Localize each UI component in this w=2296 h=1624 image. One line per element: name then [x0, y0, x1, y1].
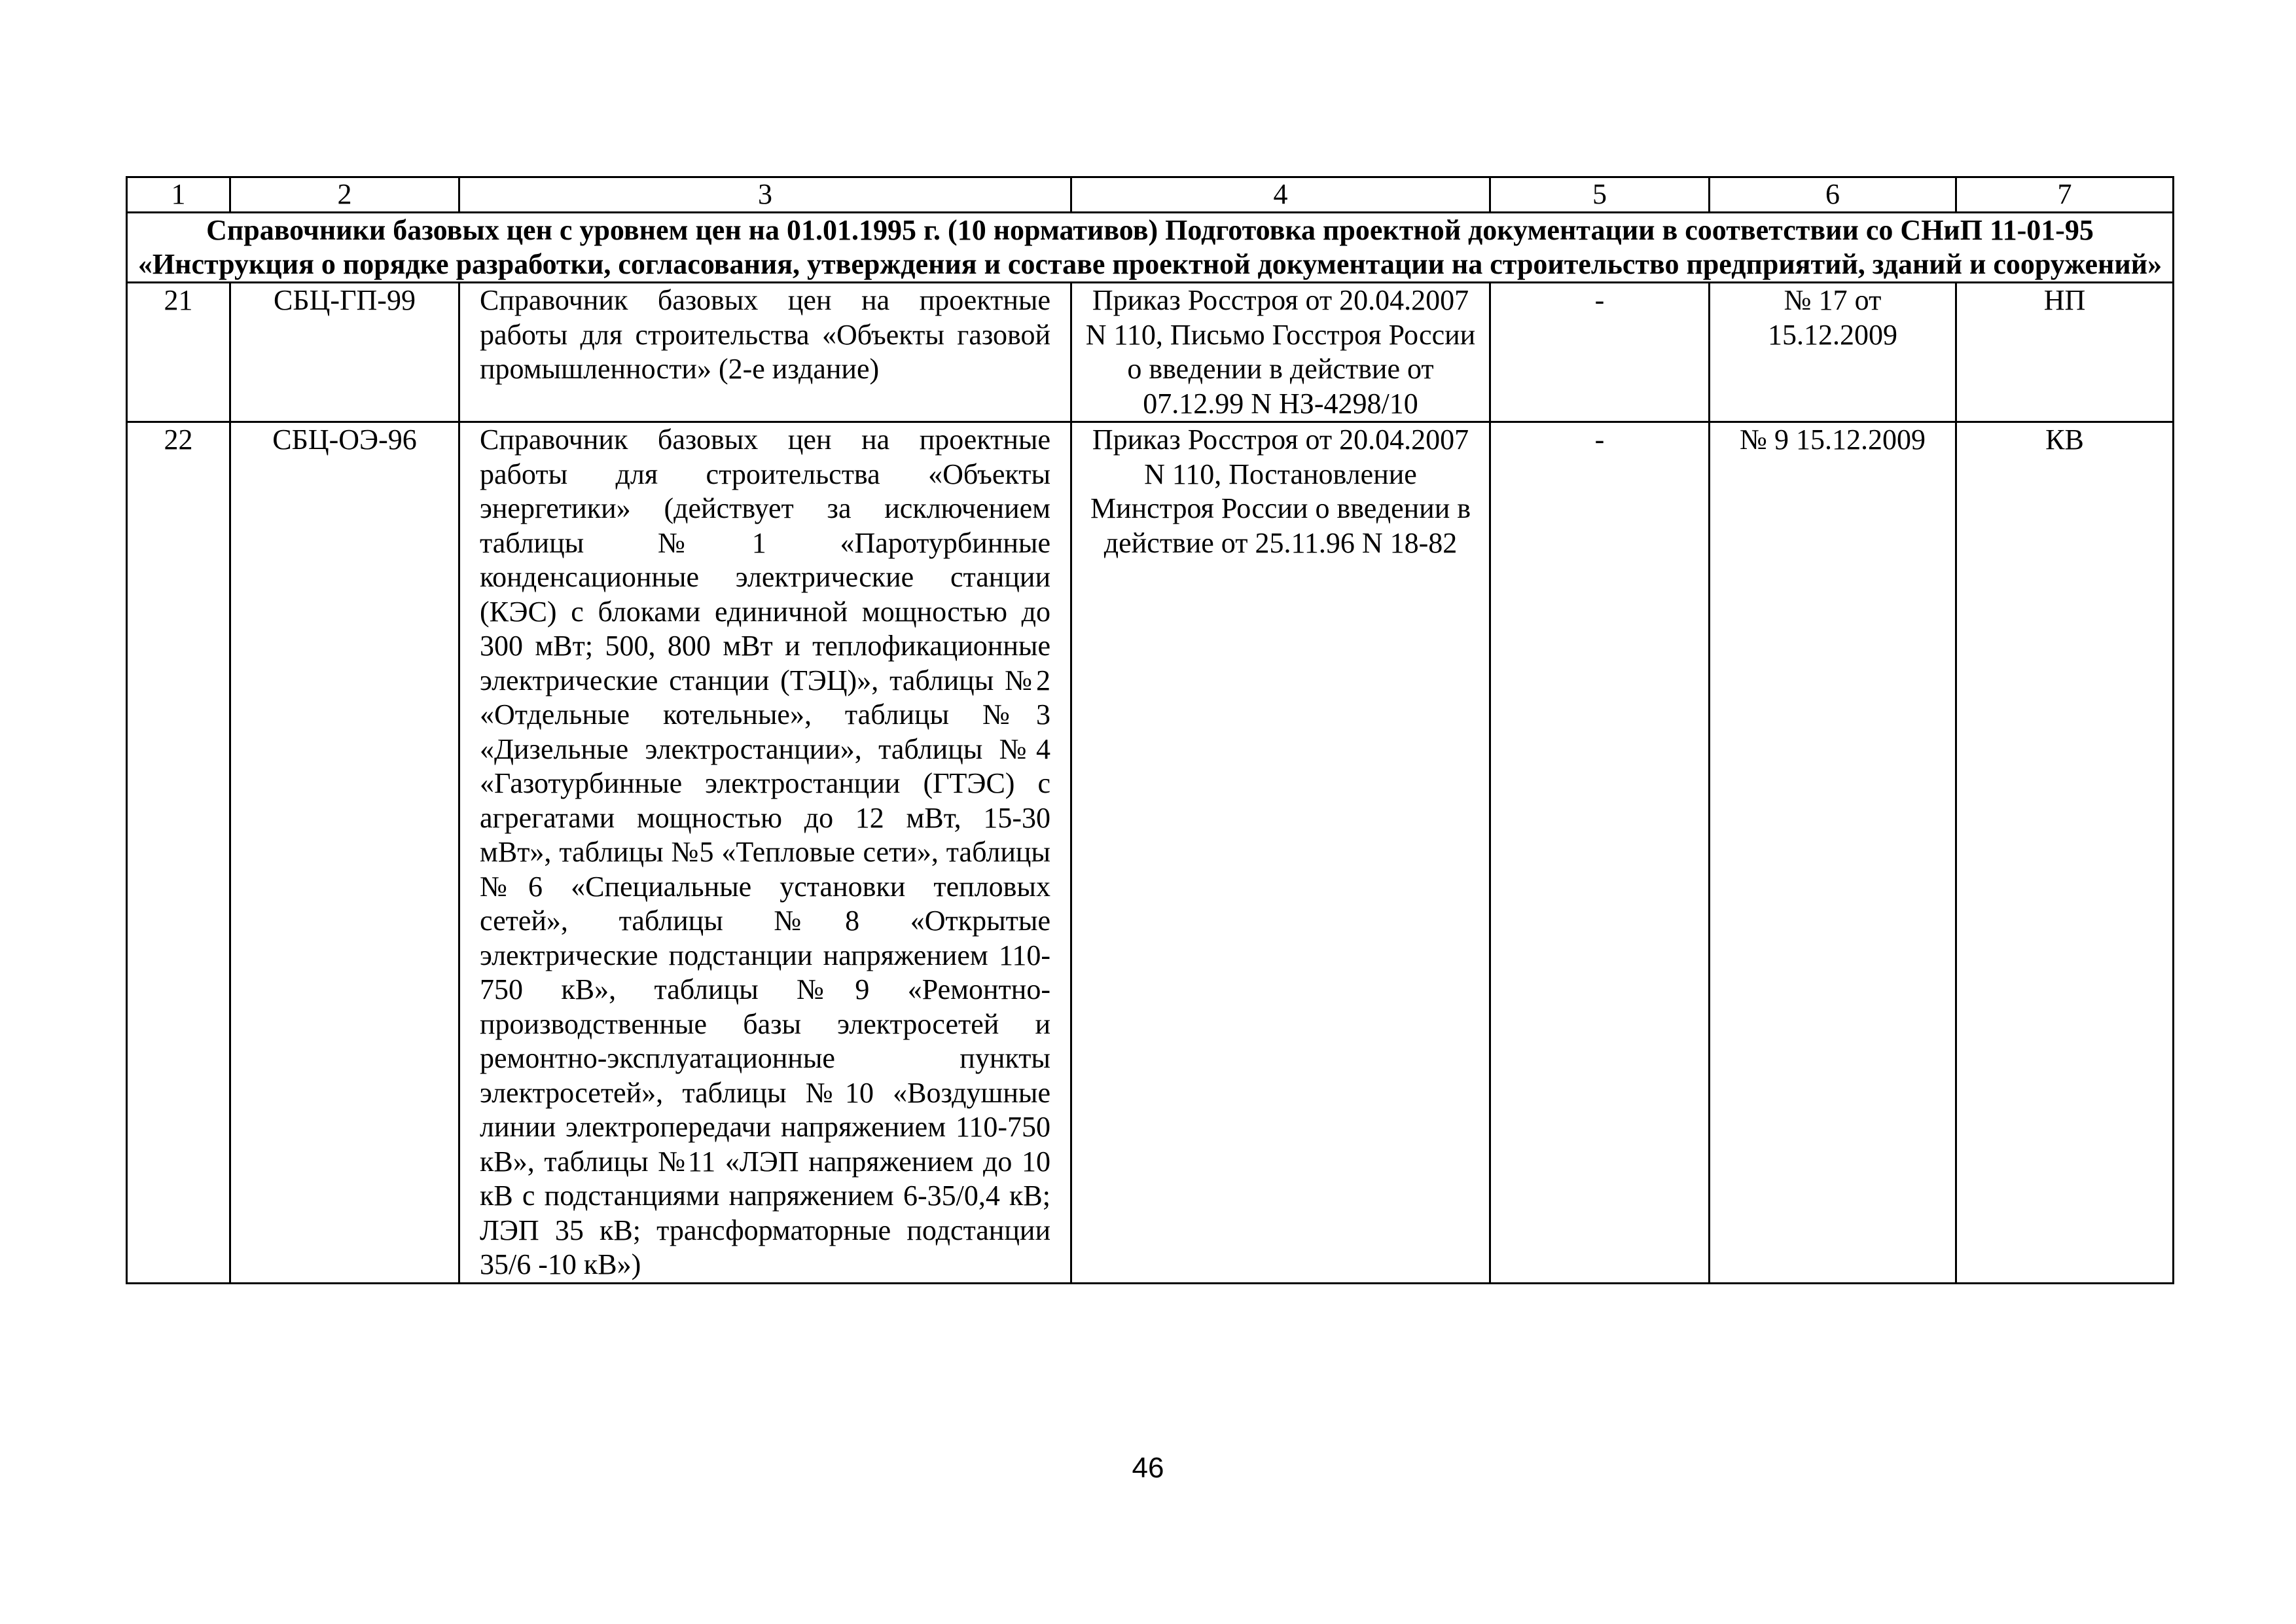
approval-document: Приказ Росстроя от 20.04.2007 N 110, Письмо Госстроя России о введении в действие от 07.12.99 N НЗ-4298/10: [1071, 283, 1490, 422]
column-number-cell: 7: [1956, 177, 2174, 213]
registration-info: № 9 15.12.2009: [1710, 422, 1956, 1284]
column-number-row: [127, 177, 2174, 213]
row-number: 21: [127, 283, 230, 422]
page-number: 46: [1132, 1452, 1164, 1484]
row-number: 22: [127, 422, 230, 1284]
norm-description: Справочник базовых цен на проектные работы для строительства «Объекты газовой промышленности» (2-е издание): [459, 283, 1071, 422]
column-number-cell: 6: [1710, 177, 1956, 213]
registry-table: [126, 176, 2174, 1284]
registration-info: № 17 от 15.12.2009: [1710, 283, 1956, 422]
column-number-cell: 4: [1071, 177, 1490, 213]
section-header-row: [127, 213, 2174, 283]
column-number-cell: 3: [459, 177, 1071, 213]
column-5-value: -: [1490, 283, 1710, 422]
column-number-cell: 1: [127, 177, 230, 213]
approval-document: Приказ Росстроя от 20.04.2007 N 110, Постановление Минстроя России о введении в действие от 25.11.96 N 18-82: [1071, 422, 1490, 1284]
status-code: КВ: [1956, 422, 2174, 1284]
column-number-cell: 5: [1490, 177, 1710, 213]
table-row: [127, 422, 2174, 1284]
norm-code: СБЦ-ОЭ-96: [230, 422, 459, 1284]
section-title: Справочники базовых цен с уровнем цен на 01.01.1995 г. (10 нормативов) Подготовка проектной документации в соответствии со СНиП 11-01-95 «Инструкция о порядке разработки, согласования, утверждения и составе проектной документации на строительство предприятий, зданий и сооружений»: [127, 213, 2174, 283]
norm-code: СБЦ-ГП-99: [230, 283, 459, 422]
column-5-value: -: [1490, 422, 1710, 1284]
norm-description: Справочник базовых цен на проектные работы для строительства «Объекты энергетики» (действует за исключением таблицы №1 «Паротурбинные конденсационные электрические станции (КЭС) с блоками единичной мощностью до 300 мВт; 500, 800 мВт и теплофикационные электрические станции (ТЭЦ)», таблицы №2 «Отдельные котельные», таблицы №3 «Дизельные электростанции», таблицы №4 «Газотурбинные электростанции (ГТЭС) с агрегатами мощностью до 12 мВт, 15-30 мВт», таблицы №5 «Тепловые сети», таблицы №6 «Специальные установки тепловых сетей», таблицы №8 «Открытые электрические подстанции напряжением 110-750 кВ», таблицы №9 «Ремонтно-производственные базы электросетей и ремонтно-эксплуатационные пункты электросетей», таблицы №10 «Воздушные линии электропередачи напряжением 110-750 кВ», таблицы №11 «ЛЭП напряжением до 10 кВ с подстанциями напряжением 6-35/0,4 кВ; ЛЭП 35 кВ; трансформаторные подстанции 35/6 -10 кВ»): [459, 422, 1071, 1284]
table-row: [127, 283, 2174, 422]
column-number-cell: 2: [230, 177, 459, 213]
status-code: НП: [1956, 283, 2174, 422]
